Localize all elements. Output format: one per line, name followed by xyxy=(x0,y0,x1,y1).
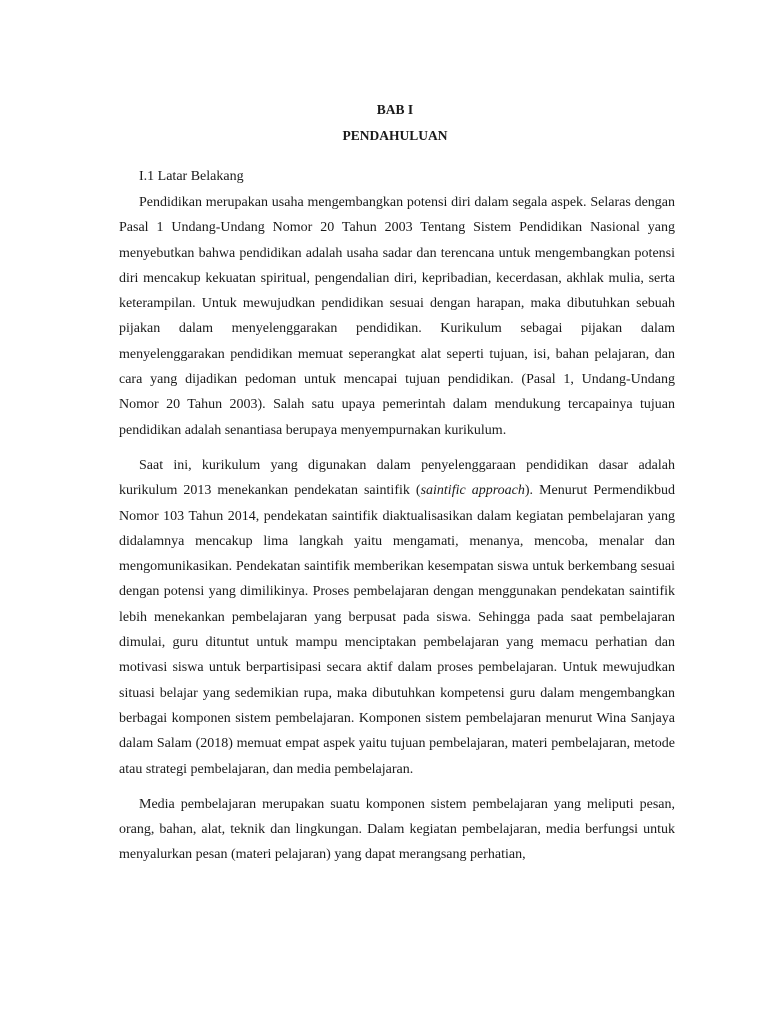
paragraph-3: Media pembelajaran merupakan suatu komponen sistem pembelajaran yang meliputi pesan, orang, bahan, alat, teknik dan lingkungan. Dalam kegiatan pembelajaran, media berfungsi untuk menyalurkan pesan (materi pelajaran) yang dapat merangsang perhatian, xyxy=(119,796,675,863)
paragraph-2 xyxy=(119,453,675,782)
italic-term: saintific approach xyxy=(420,483,525,499)
paragraph-1: Pendidikan merupakan usaha mengembangkan potensi diri dalam segala aspek. Selaras dengan Pasal 1 Undang-Undang Nomor 20 Tahun 2003 Tentang Sistem Pendidikan Nasional yang menyebutkan bahwa pendidikan adalah usaha sadar dan terencana untuk mengembangkan potensi diri mencakup kekuatan spiritual, pengendalian diri, kepribadian, kecerdasan, akhlak mulia, serta keterampilan. Untuk mewujudkan pendidikan sesuai dengan harapan, maka dibutuhkan sebuah pijakan dalam menyelenggarakan pendidikan. Kurikulum sebagai pijakan dalam menyelenggarakan pendidikan memuat seperangkat alat seperti tujuan, isi, bahan pelajaran, dan cara yang dijadikan pedoman untuk mencapai tujuan pendidikan. (Pasal 1, Undang-Undang Nomor 20 Tahun 2003). Salah satu upaya pemerintah dalam mendukung tercapainya tujuan pendidikan adalah senantiasa berupaya menyempurnakan kurikulum. xyxy=(119,195,675,438)
body-text xyxy=(119,190,675,878)
chapter-number: BAB I xyxy=(376,102,414,117)
chapter-title: PENDAHULUAN xyxy=(342,128,448,143)
section-heading: I.1 Latar Belakang xyxy=(139,169,244,184)
paragraph-2-part-1: Saat ini, kurikulum yang digunakan dalam penyelenggaraan pendidikan dasar adalah kurikulum 2013 menekankan pendekatan saintifik ( xyxy=(119,457,675,499)
paragraph-2-part-2: ). Menurut Permendikbud Nomor 103 Tahun 2014, pendekatan saintifik diaktualisasikan dalam kegiatan pembelajaran yang didalamnya mencakup lima langkah yaitu mengamati, menanya, mencoba, menalar dan mengomunikasikan. Pendekatan saintifik memberikan kesempatan siswa untuk berkembang sesuai dengan potensi yang dimilikinya. Proses pembelajaran dengan menggunakan pendekatan saintifik lebih menekankan pembelajaran yang berpusat pada siswa. Sehingga pada saat pembelajaran dimulai, guru dituntut untuk mampu menciptakan pembelajaran yang memacu perhatian dan motivasi siswa untuk berpartisipasi secara aktif dalam proses pembelajaran. Untuk mewujudkan situasi belajar yang sedemikian rupa, maka dibutuhkan kompetensi guru dalam mengembangkan berbagai komponen sistem pembelajaran. Komponen sistem pembelajaran menurut Wina Sanjaya dalam Salam (2018) memuat empat aspek yaitu tujuan pembelajaran, materi pembelajaran, metode atau strategi pembelajaran, dan media pembelajaran. xyxy=(119,483,675,777)
